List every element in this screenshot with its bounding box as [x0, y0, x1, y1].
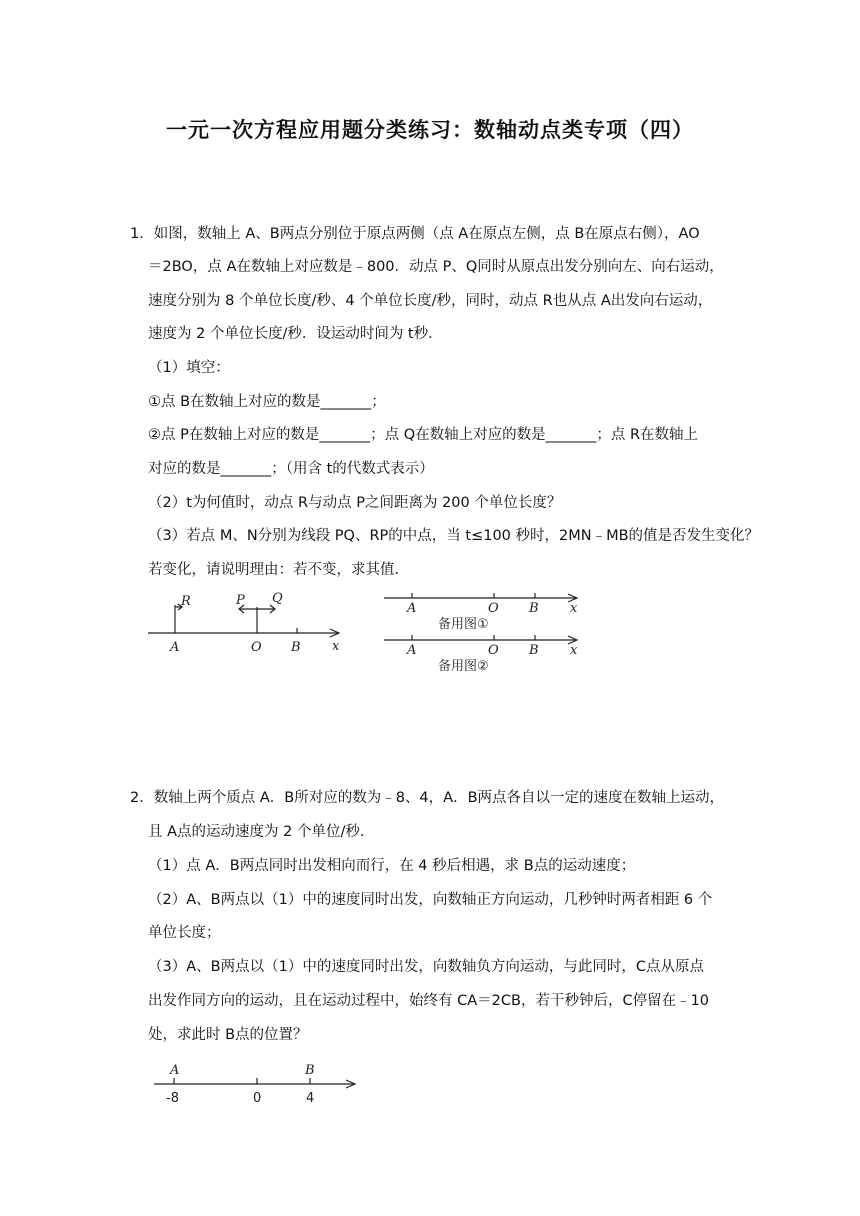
page-title: 一元一次方程应用题分类练习：数轴动点类专项（四） [166, 118, 694, 142]
q1-line-1: 1．如图，数轴上 A、B两点分别位于原点两侧（点 A在原点左侧，点 B在原点右侧），AO [130, 226, 700, 242]
q2-part3: （3）A、B两点以（1）中的速度同时出发，向数轴负方向运动，与此同时，C点从原点 [148, 959, 704, 975]
spare1-label-A: A [407, 601, 417, 616]
q1-figure-main [140, 585, 360, 665]
q2-part3-cont1: 出发作同方向的运动，且在运动过程中，始终有 CA＝2CB，若干秒钟后，C停留在﹣10 [148, 993, 710, 1009]
q2-figure [150, 1060, 370, 1110]
q1-figure-spare-2 [380, 630, 590, 676]
spare2-label-x: x [570, 643, 578, 658]
spare2-label-B: B [529, 643, 539, 658]
q2-line-1: 2．数轴上两个质点 A．B所对应的数为﹣8、4，A．B两点各自以一定的速度在数轴上运动， [130, 790, 725, 806]
spare2-label-A: A [407, 643, 417, 658]
label-B: B [291, 640, 301, 655]
spare2-label-O: O [488, 643, 499, 658]
q1-part2: （2）t为何值时，动点 R与动点 P之间距离为 200 个单位长度？ [148, 495, 562, 511]
q2-label-A: A [170, 1063, 180, 1078]
q1-figure-spare-1 [380, 588, 590, 634]
q1-line-4: 速度为 2 个单位长度/秒．设运动时间为 t秒． [148, 326, 443, 342]
label-R: R [181, 594, 191, 609]
label-A: A [170, 640, 180, 655]
q1-line-2: ＝2BO，点 A在数轴上对应数是﹣800．动点 P、Q同时从原点出发分别向左、向右运动， [148, 259, 724, 275]
label-Q: Q [272, 591, 283, 606]
q2-part3-cont2: 处，求此时 B点的位置？ [148, 1027, 308, 1043]
q1-part3-cont: 若变化，请说明理由：若不变，求其值． [148, 562, 409, 578]
q1-part3: （3）若点 M、N分别为线段 PQ、RP的中点，当 t≤100 秒时，2MN﹣MB的值是否发生变化？ [148, 528, 760, 544]
spare1-label-B: B [529, 601, 539, 616]
q2-label-B: B [305, 1063, 315, 1078]
q1-line-3: 速度分别为 8 个单位长度/秒、4 个单位长度/秒，同时，动点 R也从点 A出发向右运动， [148, 293, 713, 309]
spare2-caption: 备用图② [438, 659, 489, 674]
q2-tick-origin-value: 0 [253, 1091, 262, 1106]
spare1-label-x: x [570, 601, 578, 616]
spare1-caption: 备用图① [438, 617, 489, 632]
q2-line-2: 且 A点的运动速度为 2 个单位/秒． [148, 824, 375, 840]
q2-part1: （1）点 A．B两点同时出发相向而行，在 4 秒后相遇，求 B点的运动速度； [148, 858, 636, 874]
q1-part1-item2: ②点 P在数轴上对应的数是_______；点 Q在数轴上对应的数是_______；点 R在数轴上 [148, 427, 699, 443]
q2-part2: （2）A、B两点以（1）中的速度同时出发，向数轴正方向运动，几秒钟时两者相距 6 个 [148, 892, 713, 908]
q2-part2-cont: 单位长度； [148, 925, 221, 941]
label-P: P [236, 593, 245, 608]
q1-part1-item1: ①点 B在数轴上对应的数是_______； [148, 394, 386, 410]
q2-tick-a-value: -8 [166, 1091, 179, 1106]
q2-tick-b-value: 4 [306, 1091, 315, 1106]
q1-part1-item2-cont: 对应的数是_______；（用含 t的代数式表示） [148, 461, 434, 477]
label-x: x [332, 639, 340, 654]
label-O: O [251, 640, 262, 655]
spare1-label-O: O [488, 601, 499, 616]
q1-part1-label: （1）填空： [148, 360, 230, 376]
